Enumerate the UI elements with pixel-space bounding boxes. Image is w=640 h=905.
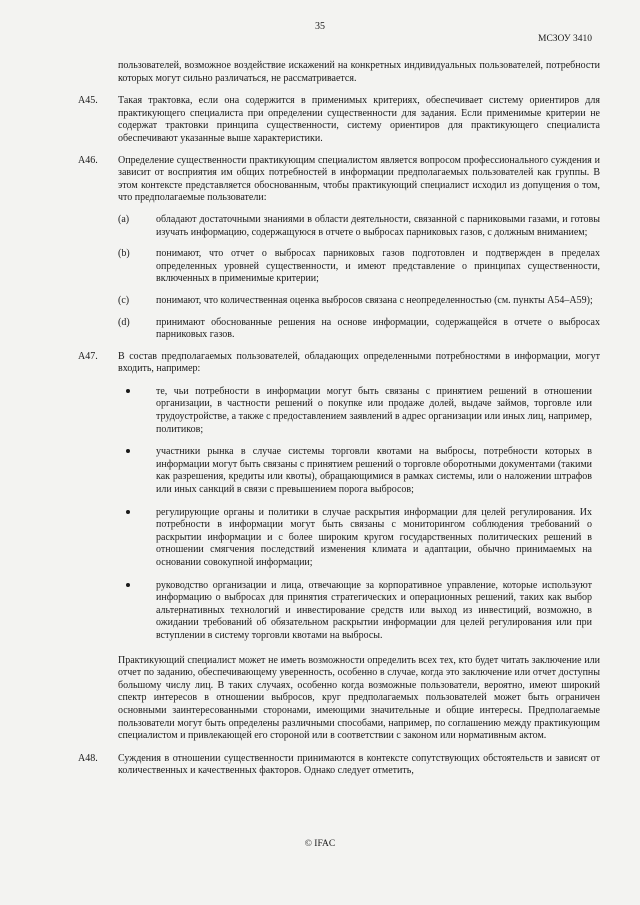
footer-copyright: © IFAC [304,839,336,849]
paragraph-a47 [78,350,600,743]
paragraph-a45 [78,95,600,145]
paragraph-number: A45. [78,95,98,107]
paragraph-closing: Практикующий специалист может не иметь возможности определить всех тех, кто будет читать заключение или отчет по заданию, обеспечивающему уверенность, особенно в случае, когда это заключение или отчет доступны большому числу лиц. В таких случаях, особенно когда возможные пользователи, вероятно, имеют широкий спектр интересов в отношении выбросов, круг предполагаемых пользователей может быть ограничен основными заинтересованными сторонами, имеющими значительные и общие интересы. Предполагаемые пользователи могут быть определены различными способами, например, по соглашению между практикующим специалистом и привлекающей его стороной или в соответствии с законом или нормативным актом. [118,654,600,742]
paragraph-number: A47. [78,350,98,362]
list-item [118,295,600,308]
list-item-label: (c) [118,294,130,306]
paragraph-intro: Определение существенности практикующим специалистом является вопросом профессионального суждения и зависит от восприятия им общих потребностей в информации предполагаемых пользователей как группы. В этом контексте представляется обоснованным, чтобы практикующий специалист исходил из допущения о том, что предполагаемые пользователи: [118,154,600,204]
list-item-text: понимают, что отчет о выбросах парниковых газов подготовлен и подтвержден в пределах определенных уровней существенности, и имеют представление о принципах существенности, включенных в применимые критерии; [156,248,600,285]
paragraph-text: Суждения в отношении существенности принимаются в контексте сопутствующих обстоятельств и зависят от количественных и качественных факторов. Однако следует отметить, [118,752,600,777]
bullet-text: участники рынка в случае системы торговли квотами на выбросы, потребности которых в информации могут быть связаны с принятием решений о торговле оборотными документами (такими как разрешения, кредиты или квоты), обращающимися в рамках системы, или о наложении штрафов или иных санкций в связи с превышением порога выбросов; [156,446,592,496]
bullet-icon [126,583,130,587]
list-item [118,214,600,239]
paragraph-number: A46. [78,154,98,166]
bullet-text: руководство организации и лица, отвечающие за корпоративное управление, которые используют информацию о выбросах для принятия стратегических и операционных решений, таких как выбор альтернативных технологий и инвестирование средств или выход из инвестиций, возможно, в ожидании требований об обязательном раскрытии информации для целей регулирования или при вступлении в систему торговли квотами на выбросы. [156,579,592,641]
paragraph-number: A48. [78,752,98,764]
bullet-text: те, чьи потребности в информации могут быть связаны с принятием решений в отношении организации, в частности решений о покупке или продаже долей, выдаче займов, торговле или трудоустройстве, а также с предоставлением заявлений в адрес организации или иных лиц, например, политиков; [156,385,592,435]
continuation-text: пользователей, возможное воздействие искажений на конкретных индивидуальных пользователей, потребности которых могут сильно различаться, не рассматривается. [118,60,600,84]
list-item-label: (a) [118,213,130,225]
list-item-text: обладают достаточными знаниями в области деятельности, связанной с парниковыми газами, и готовы изучать информацию, содержащуюся в отчете о выбросах парниковых газов, с должным вниманием; [156,213,600,238]
bullet-icon [126,510,130,514]
bullet-item [118,507,592,570]
bullet-icon [126,389,130,393]
list-item [118,317,600,342]
paragraph-intro: В состав предполагаемых пользователей, обладающих определенными потребностями в информации, могут входить, например: [118,350,600,375]
paragraph-a48 [78,752,600,778]
list-item-text: принимают обоснованные решения на основе информации, содержащейся в отчете о выбросах парниковых газов. [156,316,600,341]
bullet-text: регулирующие органы и политики в случае раскрытия информации для целей регулирования. Их потребности в информации могут быть связаны с мониторингом соблюдения требований о раскрытии информации и с более широким кругом государственных политических решений в отношении смягчения последствий изменения климата и адаптации, обычно принимаемых на основании совокупной информации; [156,506,592,568]
paragraph-text: Такая трактовка, если она содержится в применимых критериях, обеспечивает систему ориентиров для практикующего специалиста при определении существенности для задания. Если применимые критерии не содержат трактовки принципа существенности, систему ориентиров для практикующего специалиста обеспечивают указанные выше характеристики. [118,95,600,144]
list-item-text: понимают, что количественная оценка выбросов связана с неопределенностью (см. пункты A54–A59); [156,294,593,306]
main-content [78,60,600,787]
list-item-label: (d) [118,316,130,328]
bullet-item [118,386,592,436]
document-code: МСЗОУ 3410 [538,34,592,44]
list-item [118,248,600,286]
bullet-icon [126,449,130,453]
list-item-label: (b) [118,248,130,260]
page-number: 35 [315,21,325,32]
bullet-item [118,580,592,643]
bullet-item [118,446,592,496]
paragraph-a46 [78,154,600,342]
